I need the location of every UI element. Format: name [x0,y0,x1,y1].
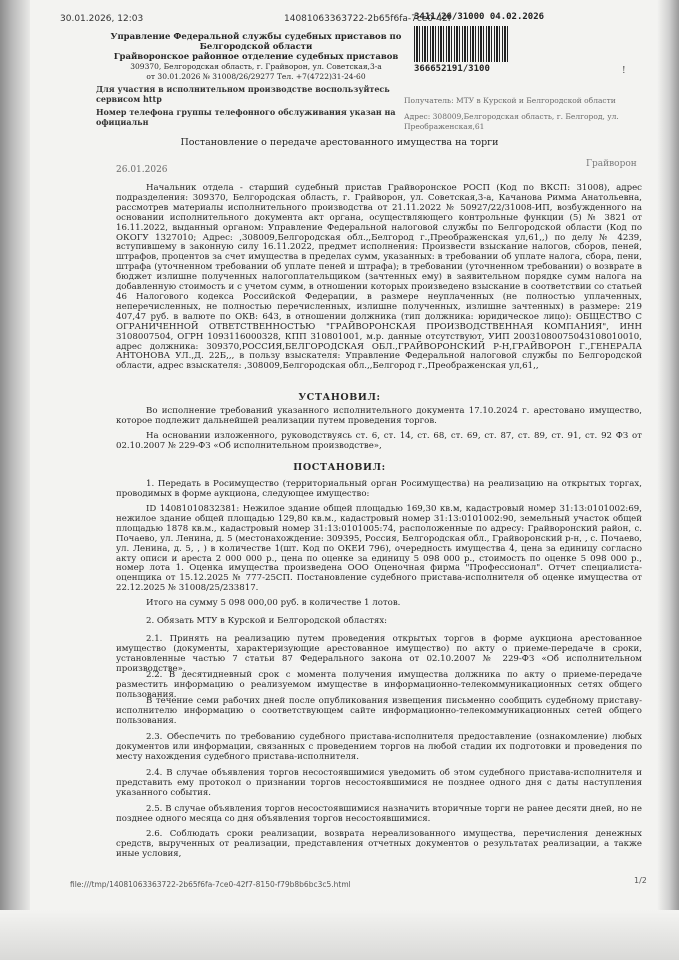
property-description: ID 14081010832381: Нежилое здание общей площадью 169,30 кв.м, кадастровый номер 31:13:0101002:69, нежилое здание общей площадью 129,80 кв.м., кадастровый номер 31:13:0101002:90, земельный участок общей площадью 1878 кв.м., кадастровый номер 31:13:0101005:74, расположенные по адресу: Грайворонский район, с. Почаево, ул. Ленина, д. 5 (местонахождение: 309395, Россия, Белгородская обл., Грайворонский р-н, , с. Почаево, ул. Ленина, д. 5, , ) в количестве 1(шт. Код по ОКЕИ 796), очередность имущества 4, цена за единицу согласно акту описи и ареста 2 000 000 р., цена по оценке за единицу 5 098 000 р., стоимость по оценке 5 098 000 р., номер лота 1. Оценка имущества произведена ООО Оценочная фирма "Профессионал". Отчет специалиста-оценщика от 15.12.2025 № 777-25СП. Постановление судебного пристава-исполнителя об оценке имущества от 22.12.2025 № 31008/25/233817. [116,504,642,594]
org-service-link-note: Для участия в исполнительном производстве воспользуйтесь сервисом http [96,84,390,104]
intro-paragraph: Начальник отдела - старший судебный пристав Грайворонское РОСП (Код по ВКСП: 31008), адрес подразделения: 309370, Белгородская область, г. Грайворон, ул. Советская,3-а, Качанова Римма Анатольевна, рассмотрев материалы исполнительного производства от 21.11.2022 № 50927/22/31008-ИП, возбужденного на основании исполнительного документа акт органа, осуществляющего контрольные функции (5) № 3821 от 16.11.2022, выданный органом: Управление Федеральной налоговой службы по Белгородской области (Код по ОКОГУ 1327010; Адрес: ,308009,Белгородская обл.,,Белгород г.,Преображенская ул,61,,) по делу № 4239, вступившему в законную силу 16.11.2022, предмет исполнения: Произвести взыскание налогов, сборов, пеней, штрафов, процентов за счет имущества в пределах сумм, указанных: в требовании об уплате налога, сбора, пени, штрафа (уточненном требовании об уплате пеней и штрафа); в требовании (уточненном требовании) о возврате в бюджет излишне полученных налогоплательщиком (зачтенных ему) в заявительном порядке сумм налога на добавленную стоимость и с учетом сумм, в отношении которых произведено взыскание в соответствии со статьей 46 Налогового кодекса Российской Федерации, в размере неуплаченных (не полностью уплаченных, неперечисленных, не полностью перечисленных, излишне полученных, излишне зачтенных) в размере: 219 407,47 руб. в валюте по ОКВ: 643, в отношении должника (тип должника: юридическое лицо): ОБЩЕСТВО С ОГРАНИЧЕННОЙ ОТВЕТСТВЕННОСТЬЮ "ГРАЙВОРОНСКАЯ ПРОИЗВОДСТВЕННАЯ КОМПАНИЯ", ИНН 3108007504, ОГРН 1093116000328, КПП 310801001, м.р. данные отсутствуют, УИП 20031080075043108010010, адрес должника: 309370,РОССИЯ,БЕЛГОРОДСКАЯ ОБЛ.,ГРАЙВОРОНСКИЙ Р-Н,ГРАЙВОРОН Г.,ГЕНЕРАЛА АНТОНОВА УЛ.,Д. 22Б,,, в пользу взыскателя: Управление Федеральной налоговой службы по Белгородской области, адрес взыскателя: ,308009,Белгородская обл.,,Белгород г.,Преображенская ул,61,, [116,183,642,372]
footer-file-path: file:///tmp/14081063363722-2b65f6fa-7ce0-42f7-8150-f79b8b6bc3c5.html [70,880,351,889]
established-heading: УСТАНОВИЛ: [298,392,381,403]
decided-heading: ПОСТАНОВИЛ: [293,462,386,473]
stamp-mark: ! [622,66,626,76]
established-paragraph-1: Во исполнение требований указанного исполнительного документа 17.10.2024 г. арестовано имущество, которое подлежит дальнейшей реализации путем проведения торгов. [116,406,642,426]
org-registration-line: от 30.01.2026 № 31008/26/29277 Тел. +7(4722)31-24-60 [146,72,366,81]
decision-item-2-5: 2.5. В случае объявления торгов несостоявшимися назначить вторичные торги не ранее десяти дней, но не позднее одного месяца со дня объявления торгов несостоявшимися. [116,804,642,824]
total-amount: Итого на сумму 5 098 000,00 руб. в количестве 1 лотов. [146,598,401,608]
decision-item-2-2: 2.2. В десятидневный срок с момента получения имущества должника по акту о приеме-передаче разместить информацию о реализуемом имуществе в информационно-телекоммуникационных сетях общего пользования. [116,670,642,700]
recipient-block [404,96,654,132]
registration-stamp: 3411/26/31000 04.02.2026 [414,12,545,22]
print-doc-id: 14081063363722-2b65f6fa-7ce0-42f [284,14,451,24]
org-service-notes [96,84,416,127]
barcode-image [414,26,509,62]
org-address: 309370, Белгородская область, г. Грайворон, ул. Советская,3-а [130,62,382,71]
document-place: Грайворон [586,159,637,169]
decision-item-2-4: 2.4. В случае объявления торгов несостоявшимися уведомить об этом судебного пристава-исполнителя и представить ему протокол о признании торгов несостоявшимися не позднее одного дня с даты наступления указанного события. [116,768,642,798]
decision-item-2-6: 2.6. Соблюдать сроки реализации, возврата нереализованного имущества, перечисления денежных средств, вырученных от реализации, представления отчетных документов о результатах реализации, а также иные условия, [116,829,642,859]
barcode-number: 366652191/3100 [414,64,490,74]
decision-item-2-3: 2.3. Обеспечить по требованию судебного пристава-исполнителя предоставление (ознакомление) любых документов или информации, связанных с проведением торгов на любой стадии их подготовки и проведения по месту нахождения судебного пристава-исполнителя. [116,732,642,762]
decision-item-2-1: 2.1. Принять на реализацию путем проведения открытых торгов в форме аукциона арестованное имущество (документы, характеризующие арестованное имущество) по акту о приеме-передаче в сроки, установленные частью 7 статьи 87 Федерального закона от 02.10.2007 № 229-ФЗ «Об исполнительном производстве». [116,634,642,674]
recipient-address: Адрес: 308009,Белгородская область, г. Белгород, ул. Преображенская,61 [404,112,619,131]
print-date: 30.01.2026, 12:03 [60,14,144,24]
decision-item-2: 2. Обязать МТУ в Курской и Белгородской областях: [146,616,388,626]
document-date: 26.01.2026 [116,165,168,175]
scan-shadow-bottom [0,910,679,960]
org-department: Грайворонское районное отделение судебных приставов [113,52,399,62]
org-phone-note: Номер телефона группы телефонного обслуживания указан на официальн [96,107,396,127]
organization-header [96,32,416,82]
decision-item-1: 1. Передать в Росимущество (территориальный орган Росимущества) на реализацию на открытых торгах, проводимых в форме аукциона, следующее имущество: [116,479,642,499]
established-paragraph-2: На основании изложенного, руководствуясь ст. 6, ст. 14, ст. 68, ст. 69, ст. 87, ст. 89, ст. 91, ст. 92 ФЗ от 02.10.2007 № 229-ФЗ «Об исполнительном производстве», [116,431,642,451]
decision-notify-paragraph: В течение семи рабочих дней после опубликования извещения письменно сообщить судебному приставу-исполнителю информацию о соответствующем сайте информационно-телекоммуникационных сетей общего пользования. [116,696,642,726]
org-name: Управление Федеральной службы судебных приставов по Белгородской области [110,32,402,52]
document-title: Постановление о передаче арестованного имущества на торги [180,137,499,148]
recipient-name: Получатель: МТУ в Курской и Белгородской области [404,96,616,105]
footer-page-number: 1/2 [634,876,647,885]
